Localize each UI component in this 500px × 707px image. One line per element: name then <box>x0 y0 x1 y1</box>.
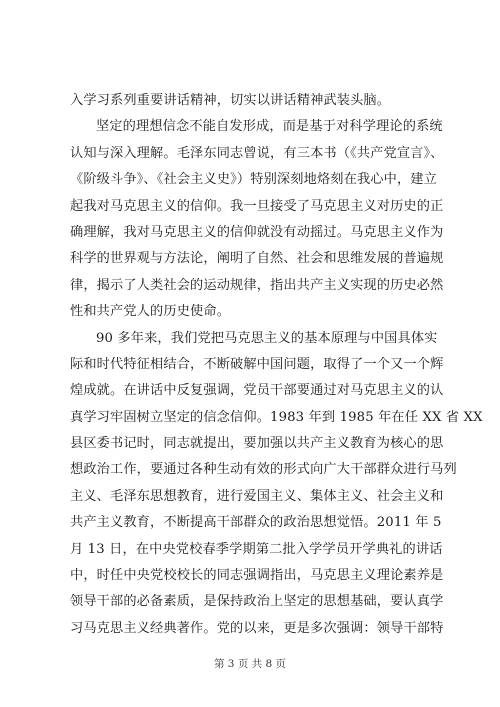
text-line: 坚定的理想信念不能自发形成，而是基于对科学理论的系统 <box>96 119 443 135</box>
text-line: 真学习牢固树立坚定的信念信仰。1983 年到 1985 年在任 XX 省 XX <box>70 409 483 425</box>
text-line: 月 13 日，在中央党校春季学期第二批入学学员开学典礼的讲话 <box>70 541 443 557</box>
text-line: 起我对马克思主义的信仰。我一旦接受了马克思主义对历史的正 <box>70 198 444 214</box>
text-line: 领导干部的必备素质，是保持政治上坚定的思想基础，要认真学 <box>70 594 444 610</box>
text-line: 县区委书记时，同志就提出，要加强以共产主义教育为核心的思 <box>70 436 444 452</box>
text-line: 入学习系列重要讲话精神，切实以讲话精神武装头脑。 <box>70 93 391 108</box>
text-line: 认知与深入理解。毛泽东同志曾说，有三本书（《共产党宣言》、 <box>70 145 444 161</box>
text-line: 90 多年来，我们党把马克思主义的基本原理与中国具体实 <box>96 330 438 346</box>
text-line: 性和共产党人的历史使命。 <box>70 304 231 320</box>
page-number: 第 3 页 共 8 页 <box>213 658 287 670</box>
text-line: 《阶级斗争》、《社会主义史》）特别深刻地烙刻在我心中，建立 <box>70 172 437 188</box>
text-line: 共产主义教育，不断提高干部群众的政治思想觉悟。2011 年 5 <box>70 515 442 531</box>
document-body <box>70 88 483 642</box>
text-line: 习马克思主义经典著作。党的以来，更是多次强调：领导干部特 <box>70 620 444 636</box>
text-line: 想政治工作，要通过各种生动有效的形式向广大干部群众进行马列 <box>70 462 457 478</box>
text-line: 确理解，我对马克思主义的信仰就没有动摇过。马克思主义作为 <box>70 224 444 240</box>
text-line: 煌成就。在讲话中反复强调，党员干部要通过对马克思主义的认 <box>70 383 444 399</box>
text-line: 际和时代特征相结合，不断破解中国问题，取得了一个又一个辉 <box>70 356 444 372</box>
text-line: 科学的世界观与方法论，阐明了自然、社会和思维发展的普遍规 <box>70 251 444 267</box>
text-line: 主义、毛泽东思想教育，进行爱国主义、集体主义、社会主义和 <box>70 488 444 504</box>
text-line: 律，揭示了人类社会的运动规律，指出共产主义实现的历史必然 <box>70 277 444 293</box>
text-line: 中，时任中央党校校长的同志强调指出，马克思主义理论素养是 <box>70 568 444 584</box>
